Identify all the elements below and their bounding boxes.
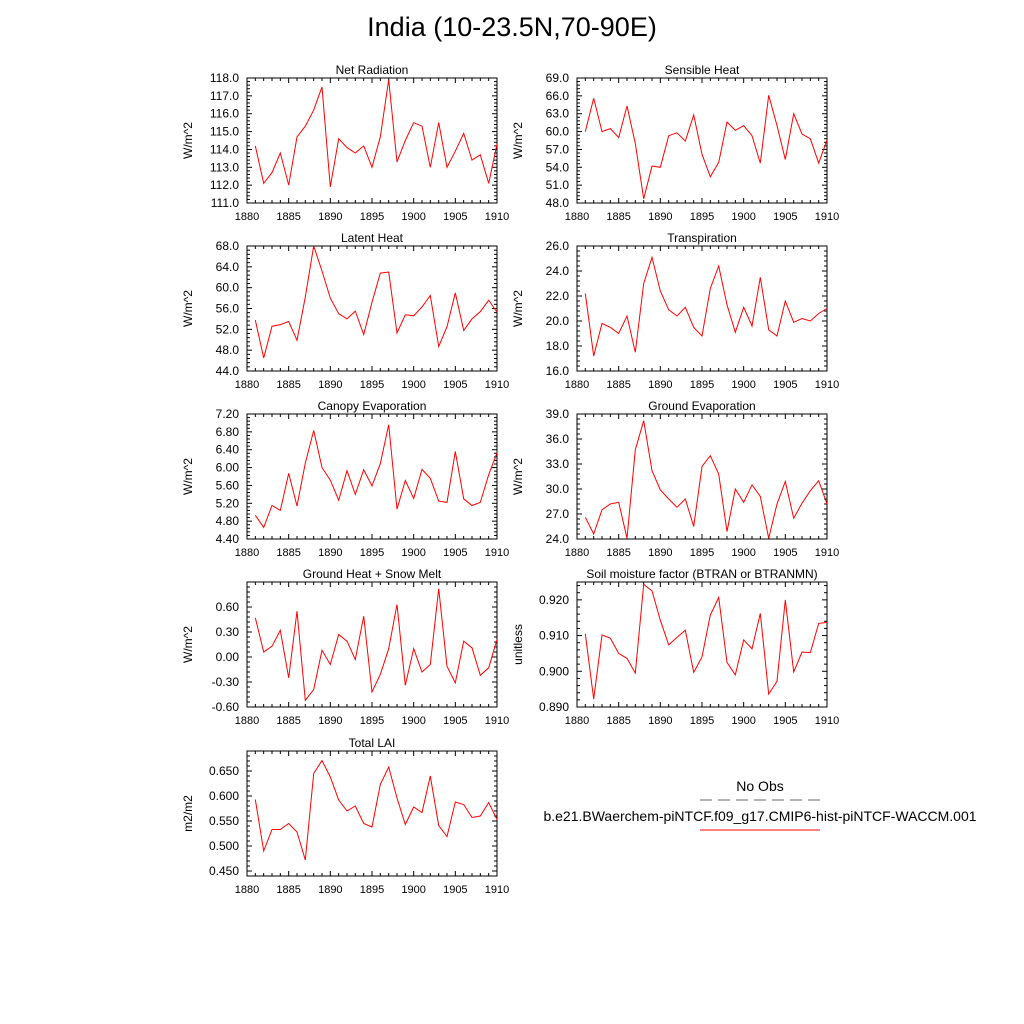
series-line xyxy=(585,585,827,700)
y-tick-label: 18.0 xyxy=(545,339,569,353)
x-tick-label: 1895 xyxy=(689,211,715,223)
panel-title: Latent Heat xyxy=(340,231,404,245)
y-tick-label: 36.0 xyxy=(545,432,569,446)
y-tick-label: 111.0 xyxy=(210,196,239,210)
plot-frame xyxy=(247,751,497,876)
x-tick-label: 1895 xyxy=(359,211,385,223)
x-tick-label: 1900 xyxy=(731,379,756,391)
chart-panel-4 xyxy=(511,231,839,391)
y-tick-label: 64.0 xyxy=(215,259,239,274)
chart-panel-6 xyxy=(511,399,839,559)
x-tick-label: 1890 xyxy=(648,211,673,223)
x-tick-label: 1895 xyxy=(359,884,385,896)
panel-title: Soil moisture factor (BTRAN or BTRANMN) xyxy=(586,567,818,581)
series-line xyxy=(255,425,497,528)
y-tick-label: 24.0 xyxy=(545,264,569,278)
y-tick-label: 112.0 xyxy=(209,178,239,193)
y-axis-label: W/m^2 xyxy=(511,290,525,327)
series-line xyxy=(255,589,497,701)
y-tick-label: 0.450 xyxy=(208,864,239,878)
y-tick-label: 116.0 xyxy=(209,106,239,121)
x-tick-label: 1895 xyxy=(359,547,385,559)
x-tick-label: 1905 xyxy=(773,211,798,223)
plot-frame xyxy=(577,582,827,707)
x-tick-label: 1880 xyxy=(234,379,260,391)
x-tick-label: 1900 xyxy=(401,547,426,559)
x-tick-label: 1890 xyxy=(648,379,673,391)
y-tick-label: 60.0 xyxy=(215,280,239,295)
y-tick-label: 0.550 xyxy=(208,814,239,828)
x-tick-label: 1905 xyxy=(443,379,468,391)
y-tick-label: 0.30 xyxy=(215,625,239,639)
x-tick-label: 1910 xyxy=(484,884,510,896)
chart-panel-2 xyxy=(511,63,839,223)
x-tick-label: 1900 xyxy=(731,715,756,727)
x-tick-label: 1900 xyxy=(401,884,426,896)
y-tick-label: 54.0 xyxy=(545,160,569,175)
x-tick-label: 1880 xyxy=(564,379,590,391)
x-tick-label: 1885 xyxy=(276,715,301,727)
plot-frame xyxy=(577,246,827,371)
x-tick-label: 1895 xyxy=(689,547,715,559)
x-tick-label: 1905 xyxy=(443,715,468,727)
x-tick-label: 1890 xyxy=(648,715,673,727)
panel-title: Canopy Evaporation xyxy=(317,399,427,413)
x-tick-label: 1905 xyxy=(773,379,798,391)
y-tick-label: 0.890 xyxy=(538,700,569,714)
x-tick-label: 1885 xyxy=(606,547,631,559)
series-line xyxy=(255,80,497,187)
x-tick-label: 1905 xyxy=(443,884,468,896)
x-tick-label: 1900 xyxy=(401,715,426,727)
y-tick-label: 0.920 xyxy=(538,592,569,607)
x-tick-label: 1880 xyxy=(564,211,590,223)
y-tick-label: 115.0 xyxy=(209,124,239,139)
x-tick-label: 1895 xyxy=(359,715,385,727)
x-tick-label: 1910 xyxy=(484,211,510,223)
panel-title: Transpiration xyxy=(667,231,737,245)
x-tick-label: 1910 xyxy=(814,211,840,223)
x-tick-label: 1900 xyxy=(401,211,426,223)
legend-run-label: b.e21.BWaerchem-piNTCF.f09_g17.CMIP6-hist-piNTCF-WACCM.001 xyxy=(543,808,977,824)
chart-panel-7 xyxy=(181,567,509,727)
y-tick-label: 22.0 xyxy=(545,289,569,303)
y-tick-label: 113.0 xyxy=(209,160,239,175)
y-tick-label: 39.0 xyxy=(545,407,569,421)
y-axis-label: W/m^2 xyxy=(181,290,195,327)
x-tick-label: 1905 xyxy=(773,715,798,727)
plot-frame xyxy=(247,246,497,371)
panel-title: Total LAI xyxy=(348,736,396,750)
y-tick-label: 66.0 xyxy=(545,88,569,103)
legend-run-line xyxy=(698,828,822,834)
x-tick-label: 1900 xyxy=(731,547,756,559)
y-tick-label: 33.0 xyxy=(545,457,569,471)
y-tick-label: 4.40 xyxy=(215,532,239,546)
series-line xyxy=(585,421,827,539)
y-tick-label: 5.60 xyxy=(215,478,239,493)
y-axis-label: W/m^2 xyxy=(511,122,525,159)
x-tick-label: 1885 xyxy=(276,547,301,559)
y-tick-label: 48.0 xyxy=(545,196,569,210)
y-tick-label: 26.0 xyxy=(545,239,569,253)
y-tick-label: 6.00 xyxy=(215,460,239,475)
y-tick-label: 0.500 xyxy=(208,839,239,853)
y-tick-label: 6.40 xyxy=(215,442,239,457)
x-tick-label: 1910 xyxy=(814,715,840,727)
x-tick-label: 1905 xyxy=(443,547,468,559)
x-tick-label: 1900 xyxy=(401,379,426,391)
y-tick-label: 68.0 xyxy=(215,239,239,253)
y-tick-label: 0.900 xyxy=(538,664,569,679)
y-tick-label: 5.20 xyxy=(215,496,239,511)
x-tick-label: 1910 xyxy=(814,379,840,391)
y-axis-label: m2/m2 xyxy=(181,795,195,832)
y-tick-label: 0.910 xyxy=(538,628,569,643)
y-tick-label: 117.0 xyxy=(209,88,239,103)
y-tick-label: -0.60 xyxy=(211,700,239,714)
y-tick-label: 6.80 xyxy=(215,424,239,439)
plot-frame xyxy=(577,414,827,539)
y-tick-label: 44.0 xyxy=(215,364,239,378)
y-tick-label: 30.0 xyxy=(545,482,569,496)
series-line xyxy=(585,95,827,199)
series-line xyxy=(585,257,827,356)
y-tick-label: 0.650 xyxy=(208,764,239,778)
y-tick-label: 20.0 xyxy=(545,314,569,328)
chart-panel-9 xyxy=(181,736,509,896)
y-axis-label: W/m^2 xyxy=(181,458,195,495)
series-line xyxy=(255,761,497,861)
x-tick-label: 1890 xyxy=(318,379,343,391)
y-axis-label: unitless xyxy=(511,624,525,665)
y-axis-label: W/m^2 xyxy=(181,122,195,159)
y-tick-label: 0.600 xyxy=(208,789,239,803)
x-tick-label: 1895 xyxy=(689,715,715,727)
x-tick-label: 1910 xyxy=(484,547,510,559)
x-tick-label: 1890 xyxy=(318,547,343,559)
y-tick-label: 60.0 xyxy=(545,124,569,139)
y-tick-label: 56.0 xyxy=(215,301,239,316)
x-tick-label: 1910 xyxy=(484,715,510,727)
y-tick-label: 118.0 xyxy=(209,71,239,85)
x-tick-label: 1880 xyxy=(234,884,260,896)
panel-title: Net Radiation xyxy=(335,63,409,77)
y-tick-label: 48.0 xyxy=(215,343,239,358)
x-tick-label: 1910 xyxy=(484,379,510,391)
x-tick-label: 1885 xyxy=(276,884,301,896)
x-tick-label: 1885 xyxy=(276,211,301,223)
y-tick-label: 114.0 xyxy=(209,142,239,157)
x-tick-label: 1895 xyxy=(359,379,385,391)
x-tick-label: 1885 xyxy=(606,379,631,391)
y-tick-label: 16.0 xyxy=(545,364,569,378)
chart-panel-1 xyxy=(181,63,509,223)
y-tick-label: -0.30 xyxy=(211,675,239,689)
plot-frame xyxy=(247,78,497,203)
x-tick-label: 1880 xyxy=(234,715,260,727)
legend-obs-line xyxy=(698,798,822,804)
panel-title: Ground Evaporation xyxy=(648,399,756,413)
y-tick-label: 27.0 xyxy=(545,507,569,521)
panel-title: Sensible Heat xyxy=(664,63,740,77)
x-tick-label: 1895 xyxy=(689,379,715,391)
y-axis-label: W/m^2 xyxy=(181,626,195,663)
chart-panel-5 xyxy=(181,399,509,559)
y-tick-label: 4.80 xyxy=(215,514,239,529)
x-tick-label: 1880 xyxy=(234,211,260,223)
legend-obs-label: No Obs xyxy=(736,778,784,794)
x-tick-label: 1890 xyxy=(648,547,673,559)
x-tick-label: 1885 xyxy=(606,211,631,223)
y-tick-label: 0.60 xyxy=(215,600,239,614)
x-tick-label: 1900 xyxy=(731,211,756,223)
x-tick-label: 1885 xyxy=(276,379,301,391)
figure-title: India (10-23.5N,70-90E) xyxy=(367,12,657,42)
x-tick-label: 1905 xyxy=(443,211,468,223)
x-tick-label: 1890 xyxy=(318,211,343,223)
y-tick-label: 51.0 xyxy=(545,178,569,193)
y-tick-label: 52.0 xyxy=(215,322,239,337)
plot-frame xyxy=(577,78,827,203)
x-tick-label: 1880 xyxy=(564,715,590,727)
chart-panel-3 xyxy=(181,231,509,391)
x-tick-label: 1885 xyxy=(606,715,631,727)
y-tick-label: 0.00 xyxy=(215,650,239,664)
x-tick-label: 1880 xyxy=(234,547,260,559)
y-tick-label: 57.0 xyxy=(545,142,569,157)
chart-panel-8 xyxy=(511,567,839,727)
x-tick-label: 1880 xyxy=(564,547,590,559)
y-axis-label: W/m^2 xyxy=(511,458,525,495)
x-tick-label: 1890 xyxy=(318,884,343,896)
panel-title: Ground Heat + Snow Melt xyxy=(302,567,442,581)
y-tick-label: 24.0 xyxy=(545,532,569,546)
y-tick-label: 69.0 xyxy=(545,71,569,85)
y-tick-label: 7.20 xyxy=(215,407,239,421)
x-tick-label: 1905 xyxy=(773,547,798,559)
series-line xyxy=(255,246,497,358)
x-tick-label: 1910 xyxy=(814,547,840,559)
y-tick-label: 63.0 xyxy=(545,106,569,121)
x-tick-label: 1890 xyxy=(318,715,343,727)
